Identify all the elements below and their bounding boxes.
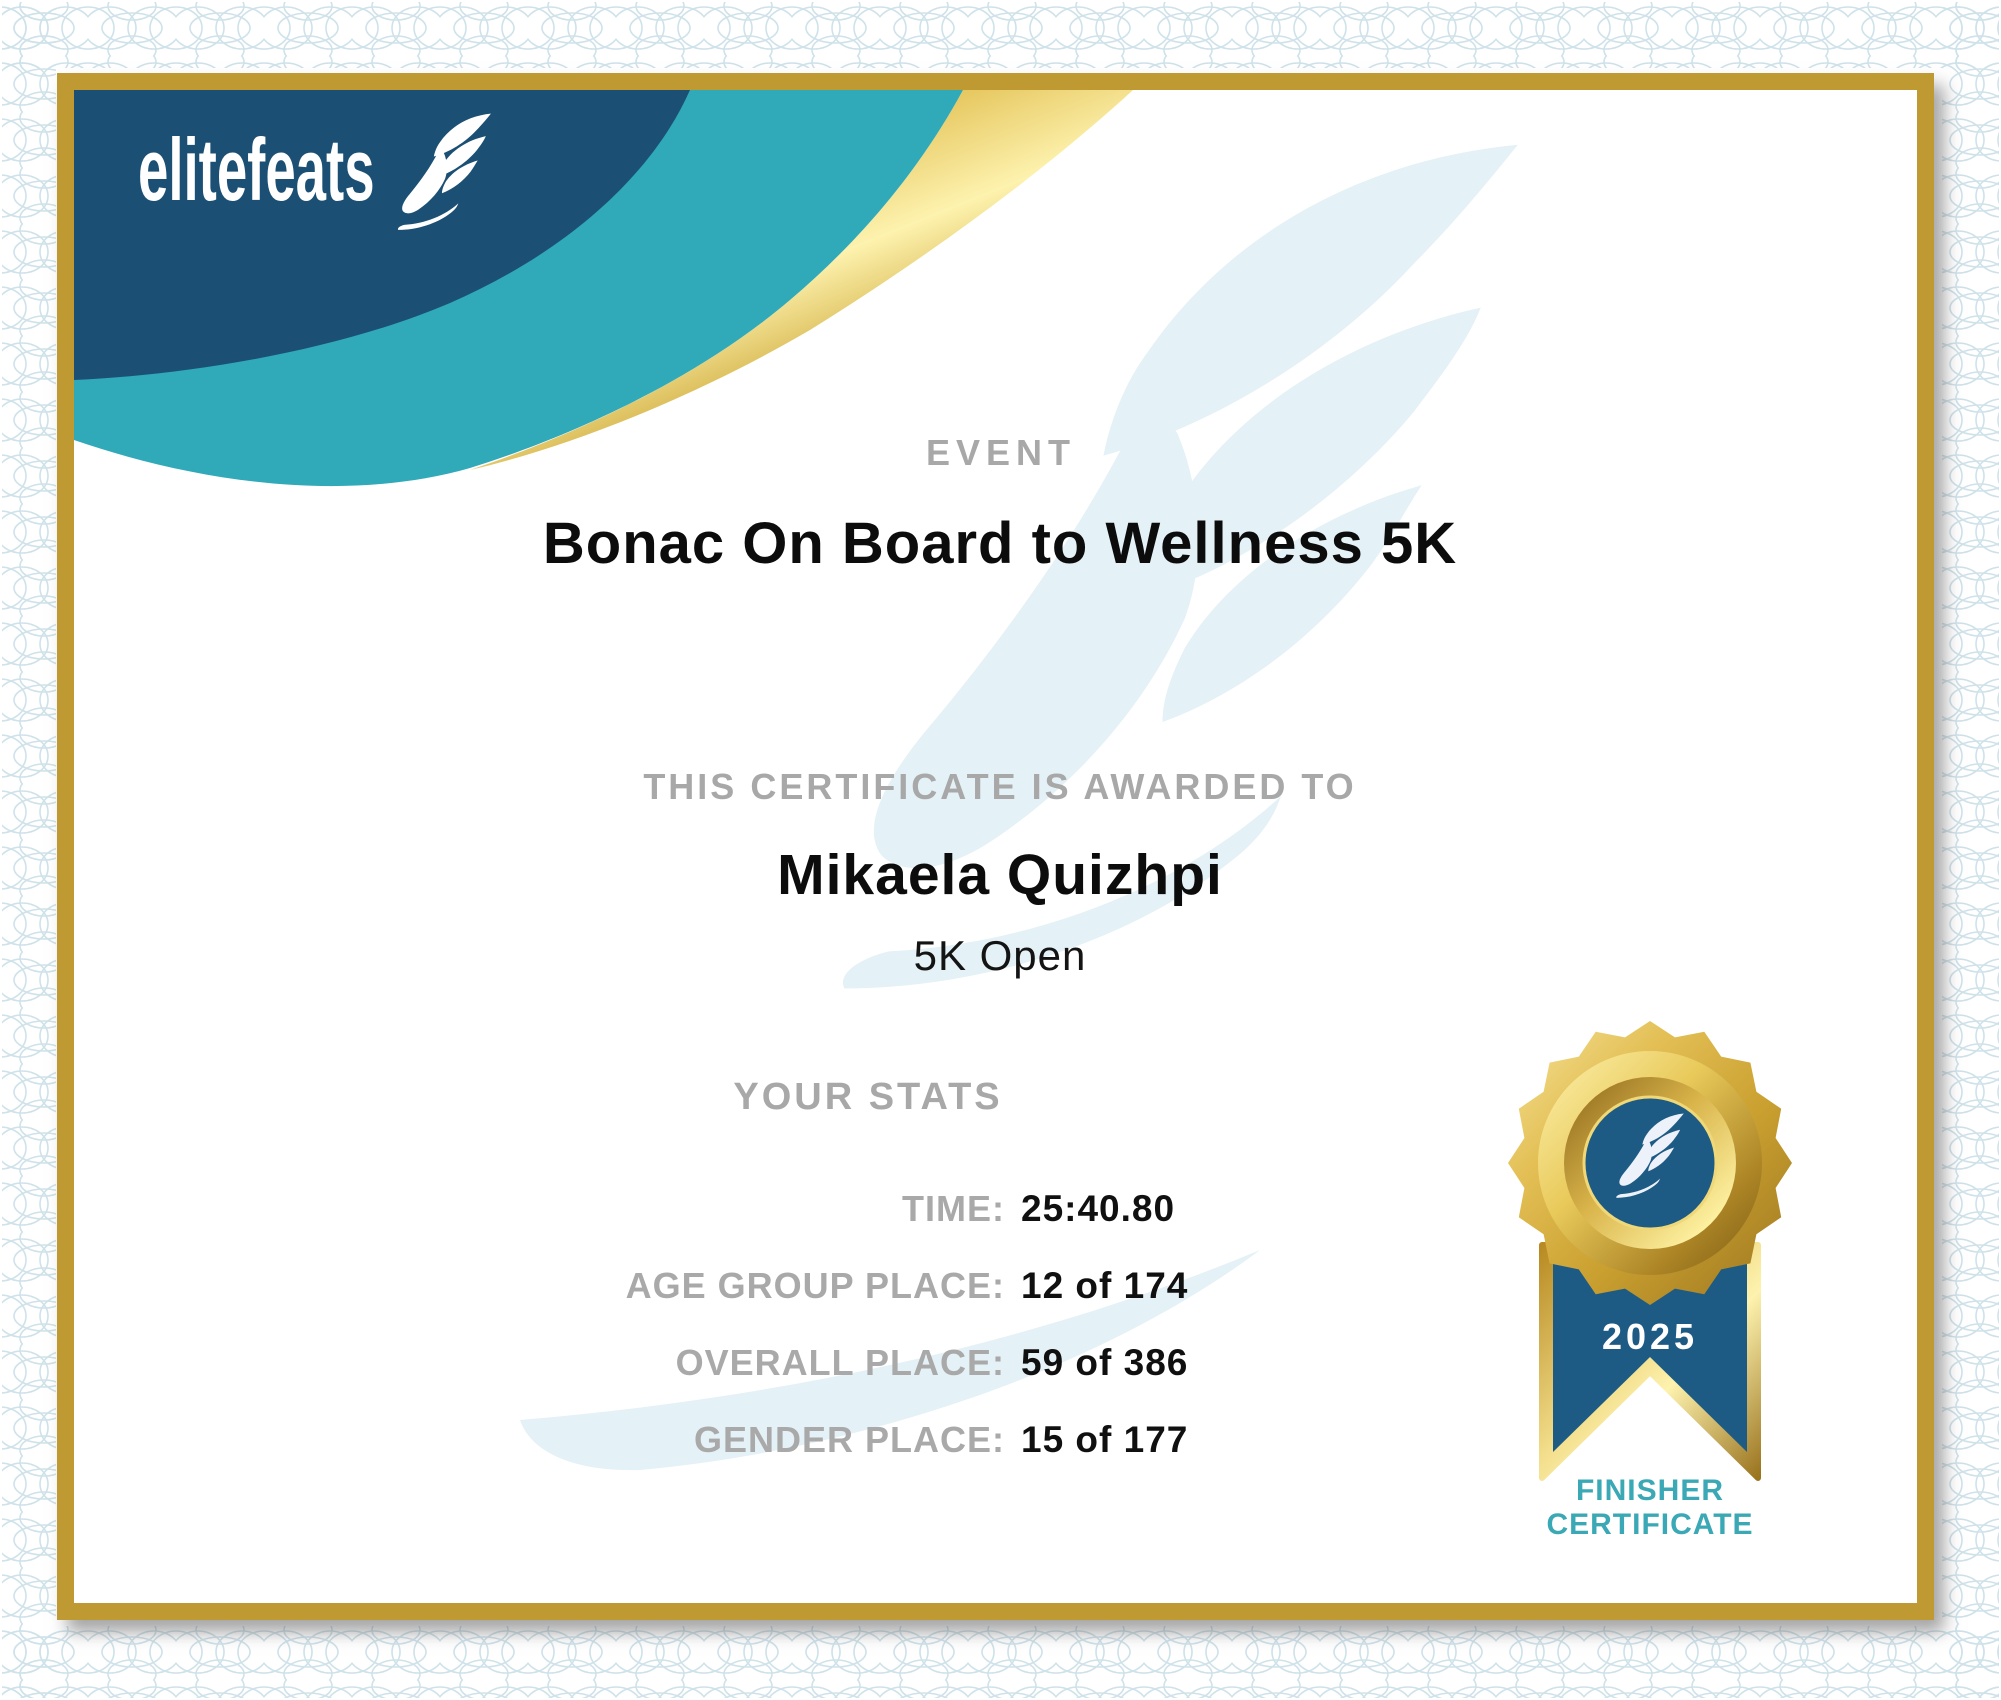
- medal-center-disc: [1584, 1097, 1716, 1229]
- stat-value: 15 of 177: [1021, 1418, 1189, 1460]
- stat-label: TIME:: [902, 1187, 1005, 1229]
- lace-band-top: [2, 2, 1999, 68]
- event-label: EVENT: [925, 432, 1077, 473]
- stats-title: YOUR STATS: [733, 1076, 1003, 1118]
- finisher-badge: [1508, 1021, 1792, 1478]
- stat-label: OVERALL PLACE:: [675, 1341, 1005, 1383]
- stats-table: [520, 1170, 1361, 1478]
- lace-band-left: [2, 2, 56, 1698]
- brand-logo-text: elitefeats: [138, 120, 375, 219]
- stat-value: 59 of 386: [1021, 1341, 1189, 1383]
- stat-value: 12 of 174: [1021, 1264, 1189, 1306]
- badge-caption-line2: CERTIFICATE: [1546, 1508, 1754, 1541]
- awarded-label: THIS CERTIFICATE IS AWARDED TO: [643, 766, 1357, 807]
- stat-label: AGE GROUP PLACE:: [625, 1264, 1005, 1306]
- lace-band-right: [1942, 2, 1999, 1698]
- event-name: Bonac On Board to Wellness 5K: [542, 511, 1458, 576]
- lace-band-bottom: [2, 1626, 1999, 1698]
- winged-foot-icon: [392, 110, 494, 256]
- recipient-name: Mikaela Quizhpi: [777, 843, 1223, 907]
- badge-caption-line1: FINISHER: [1575, 1474, 1724, 1507]
- badge-year: 2025: [1601, 1316, 1699, 1357]
- division-name: 5K Open: [913, 932, 1087, 979]
- stat-label: GENDER PLACE:: [693, 1418, 1005, 1460]
- gold-frame: [57, 73, 1934, 1620]
- badge-caption: [1470, 1474, 1830, 1542]
- stat-value: 25:40.80: [1021, 1187, 1176, 1229]
